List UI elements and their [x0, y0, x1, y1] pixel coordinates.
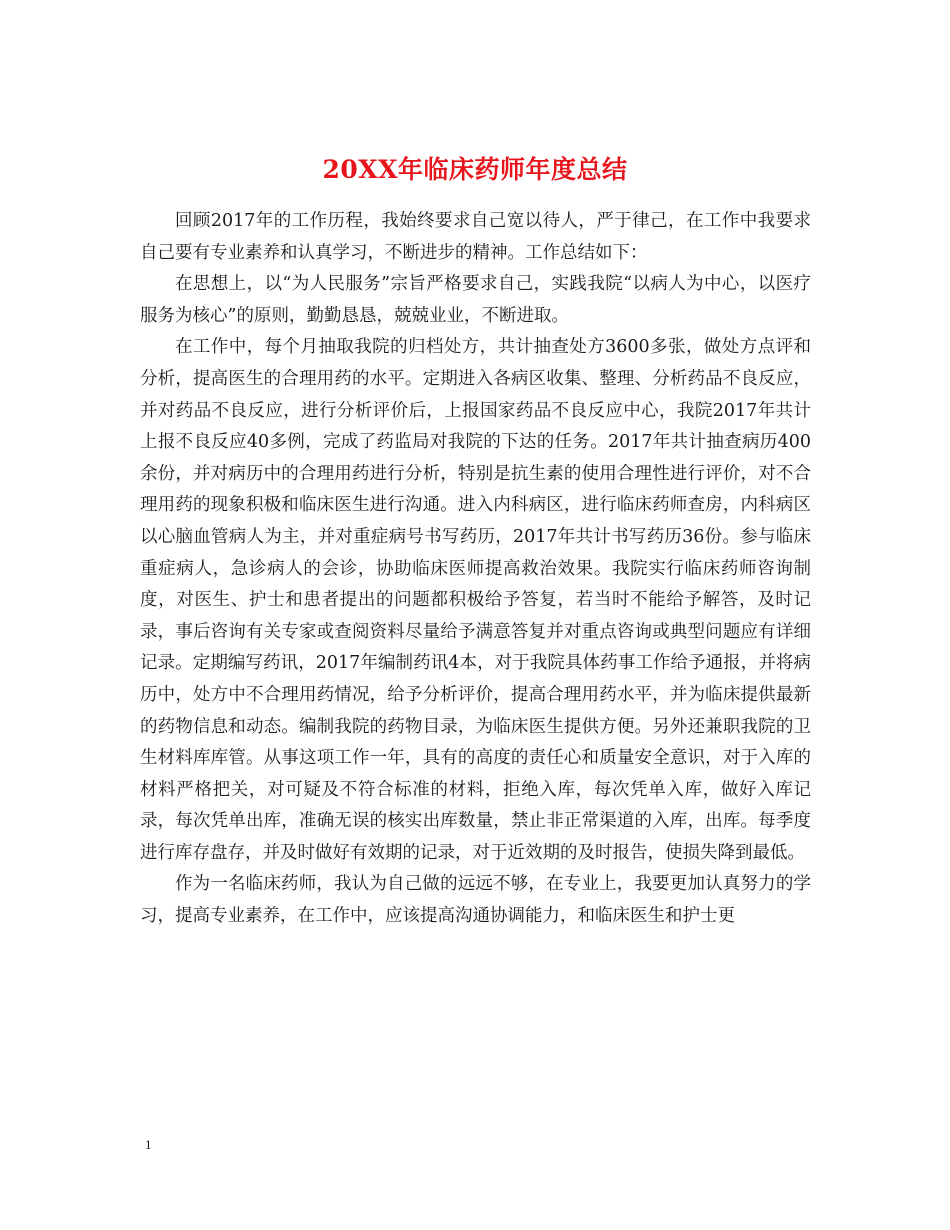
document-title: 20XX年临床药师年度总结 — [322, 154, 628, 184]
paragraph-ideology: 在思想上，以“为人民服务”宗旨严格要求自己，实践我院“以病人为中心，以医疗服务为核心”的原则，勤勤恳恳，兢兢业业，不断进取。 — [140, 274, 811, 326]
paragraph-reflection: 作为一名临床药师，我认为自己做的远远不够，在专业上，我要更加认真努力的学习，提高专业素养，在工作中，应该提高沟通协调能力，和临床医生和护士更 — [140, 874, 811, 927]
paragraph-intro: 回顾2017年的工作历程，我始终要求自己宽以待人，严于律己，在工作中我要求自己要有专业素养和认真学习，不断进步的精神。工作总结如下： — [140, 211, 811, 263]
page-number: 1 — [145, 1137, 152, 1152]
paragraph-work: 在工作中，每个月抽取我院的归档处方，共计抽查处方3600多张，做处方点评和分析，提高医生的合理用药的水平。定期进入各病区收集、整理、分析药品不良反应，并对药品不良反应，进行分析评价后，上报国家药品不良反应中心，我院2017年共计上报不良反应40多例，完成了药监局对我院的下达的任务。2017年共计抽查病历400余份，并对病历中的合理用药进行分析，特别是抗生素的使用合理性进行评价，对不合理用药的现象积极和临床医生进行沟通。进入内科病区，进行临床药师查房，内科病区以心脑血管病人为主，并对重症病号书写药历，2017年共计书写药历36份。参与临床重症病人，急诊病人的会诊，协助临床医师提高救治效果。我院实行临床药师咨询制度，对医生、护士和患者提出的问题都积极给予答复，若当时不能给予解答，及时记录，事后咨询有关专家或查阅资料尽量给予满意答复并对重点咨询或典型问题应有详细记录。定期编写药讯，2017年编制药讯4本，对于我院具体药事工作给予通报，并将病历中，处方中不合理用药情况，给予分析评价，提高合理用药水平，并为临床提供最新的药物信息和动态。编制我院的药物目录，为临床医生提供方便。另外还兼职我院的卫生材料库库管。从事这项工作一年，具有的高度的责任心和质量安全意识，对于入库的材料严格把关，对可疑及不符合标准的材料，拒绝入库，每次凭单入库，做好入库记录，每次凭单出库，准确无误的核实出库数量，禁止非正常渠道的入库，出库。每季度进行库存盘存，并及时做好有效期的记录，对于近效期的及时报告，使损失降到最低。 — [140, 337, 811, 863]
document-body — [140, 206, 811, 933]
